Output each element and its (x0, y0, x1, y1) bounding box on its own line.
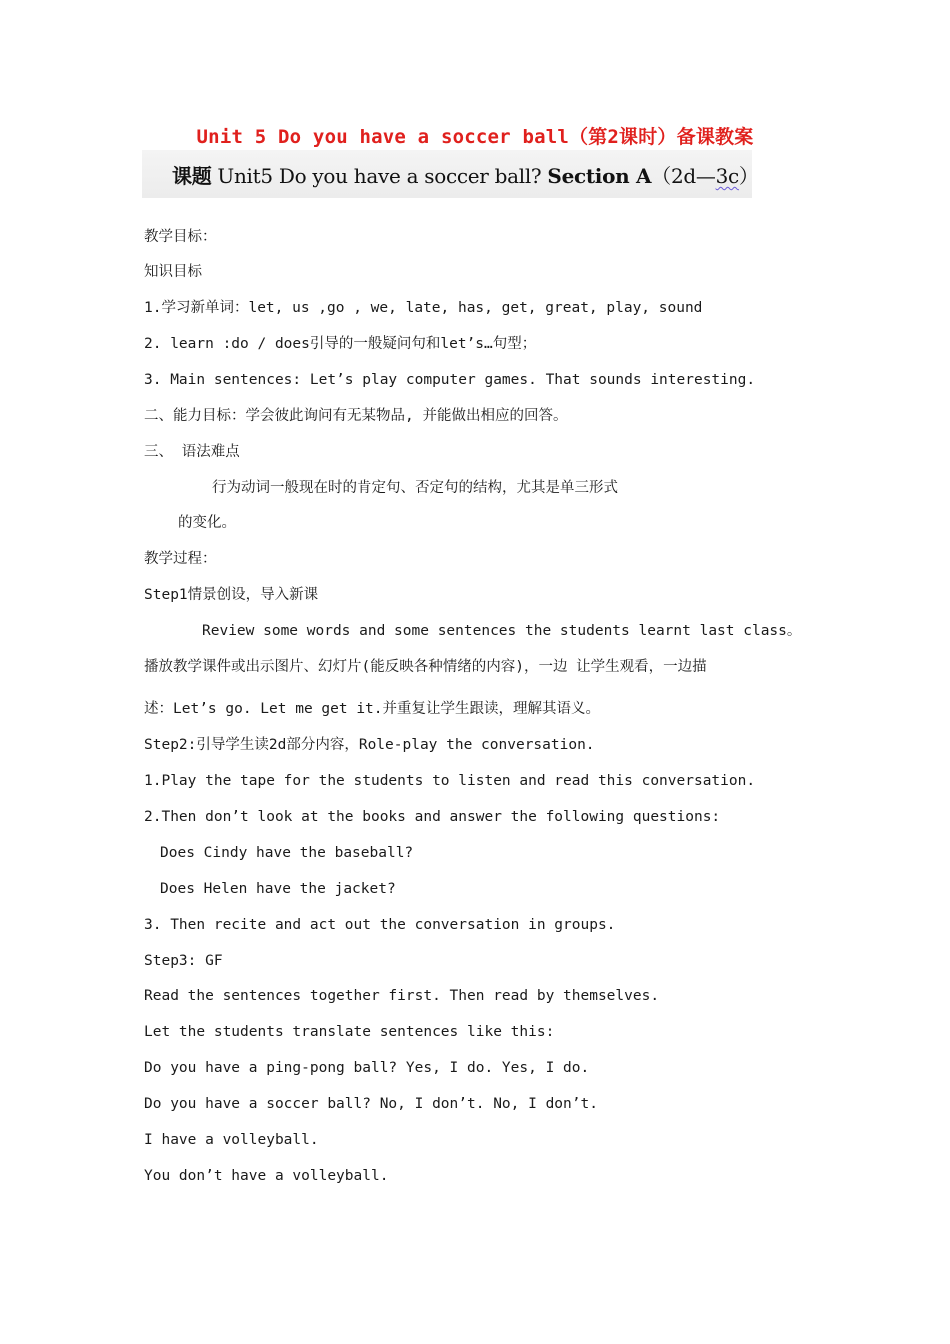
grammar-difficulty-text-cont: 的变化。 (178, 515, 236, 531)
step1-describe: 述：Let’s go. Let me get it.并重复让学生跟读，理解其语义。 (144, 701, 601, 717)
step3-translate: Let the students translate sentences like this: (144, 1024, 555, 1040)
topic-main: Unit5 Do you have a soccer ball? (217, 164, 548, 188)
knowledge-goals-heading: 知识目标 (144, 264, 202, 280)
goal-item-2: 2. learn :do / does引导的一般疑问句和let’s…句型； (144, 336, 537, 352)
lesson-topic-banner (142, 150, 759, 198)
step3-read: Read the sentences together first. Then read by themselves. (144, 988, 660, 1004)
lesson-topic-text (172, 160, 759, 189)
ability-goals: 二、能力目标：学会彼此询问有无某物品, 并能做出相应的回答。 (144, 408, 568, 424)
example-sentence-4: You don’t have a volleyball. (144, 1168, 389, 1184)
step3-heading: Step3: GF (144, 953, 223, 969)
step1-heading: Step1情景创设，导入新课 (144, 587, 319, 603)
topic-label: 课题 (172, 164, 212, 188)
grammar-difficulty-text: 行为动词一般现在时的肯定句、否定句的结构，尤其是单三形式 (212, 480, 618, 496)
example-sentence-1: Do you have a ping-pong ball? Yes, I do. Yes, I do. (144, 1060, 590, 1076)
teaching-goals-heading: 教学目标： (144, 229, 217, 245)
document-title: Unit 5 Do you have a soccer ball（第2课时）备课教案 (196, 126, 754, 148)
grammar-difficulty-heading: 三、 语法难点 (144, 444, 240, 460)
step1-courseware: 播放教学课件或出示图片、幻灯片(能反映各种情绪的内容)，一边 让学生观看，一边描 (144, 659, 707, 675)
example-sentence-3: I have a volleyball. (144, 1132, 319, 1148)
step2-item-3: 3. Then recite and act out the conversation in groups. (144, 917, 616, 933)
step2-item-2: 2.Then don’t look at the books and answer the following questions: (144, 809, 721, 825)
topic-range-wavy: 3c (715, 164, 739, 188)
goal-item-3: 3. Main sentences: Let’s play computer games. That sounds interesting. (144, 372, 756, 388)
goal-item-1: 1.学习新单词：let, us ,go , we, late, has, get, great, play, sound (144, 300, 703, 316)
step2-heading: Step2:引导学生读2d部分内容，Role-play the conversation. (144, 737, 595, 753)
topic-range-open: （2d— (651, 164, 716, 188)
topic-section: Section A (547, 164, 652, 188)
example-sentence-2: Do you have a soccer ball? No, I don’t. No, I don’t. (144, 1096, 598, 1112)
topic-range-close: ） (738, 164, 759, 188)
step1-review: Review some words and some sentences the students learnt last class。 (202, 623, 802, 639)
question-2: Does Helen have the jacket? (160, 881, 396, 897)
teaching-process-heading: 教学过程： (144, 551, 217, 567)
step2-item-1: 1.Play the tape for the students to listen and read this conversation. (144, 773, 756, 789)
question-1: Does Cindy have the baseball? (160, 845, 414, 861)
